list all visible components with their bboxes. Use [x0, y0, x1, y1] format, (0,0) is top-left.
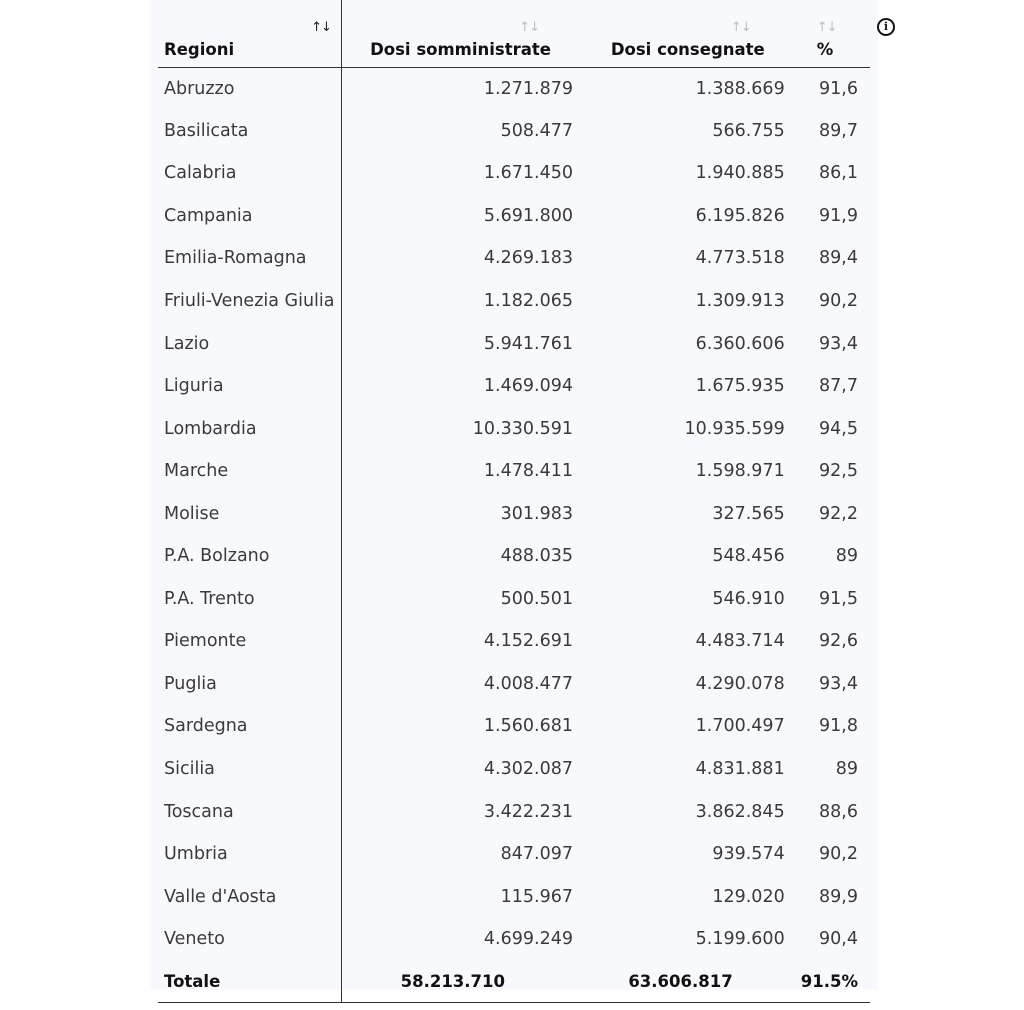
- administered-cell: 1.478.411: [483, 461, 573, 482]
- percent-cell: 88,6: [819, 801, 858, 822]
- region-cell: Liguria: [158, 365, 341, 408]
- administered-cell: 508.477: [500, 120, 573, 141]
- total-row: [158, 960, 870, 1002]
- table-row: [158, 492, 870, 535]
- region-cell: Molise: [158, 492, 341, 535]
- percent-cell: 89,9: [819, 886, 858, 907]
- delivered-cell: 6.360.606: [695, 333, 785, 354]
- region-cell: Basilicata: [158, 110, 341, 153]
- administered-cell: 5.941.761: [483, 333, 573, 354]
- total-percent: 91.5%: [795, 960, 870, 1002]
- region-cell: Calabria: [158, 152, 341, 195]
- sort-icon[interactable]: ↑↓: [730, 20, 751, 35]
- table-row: [158, 790, 870, 833]
- percent-cell: 90,2: [819, 291, 858, 311]
- percent-cell: 92,2: [819, 503, 858, 524]
- percent-cell: 93,4: [819, 333, 858, 354]
- percent-cell: 87,7: [819, 376, 858, 397]
- administered-cell: 4.269.183: [483, 248, 573, 269]
- table-row: [158, 833, 870, 876]
- header-dosi-somministrate[interactable]: [341, 0, 585, 67]
- delivered-cell: 4.483.714: [695, 631, 785, 652]
- table-row: [158, 705, 870, 748]
- delivered-cell: 1.700.497: [695, 716, 785, 737]
- region-cell: Sicilia: [158, 748, 341, 791]
- table-footer: [158, 960, 870, 1002]
- administered-cell: 1.469.094: [483, 376, 573, 397]
- region-cell: Marche: [158, 450, 341, 493]
- delivered-cell: 1.309.913: [695, 291, 785, 311]
- administered-cell: 115.967: [500, 886, 573, 907]
- administered-cell: 1.271.879: [483, 78, 573, 99]
- delivered-cell: 3.862.845: [695, 801, 785, 822]
- header-percent-label: %: [816, 39, 834, 59]
- table-row: [158, 195, 870, 238]
- header-regioni[interactable]: [158, 0, 341, 67]
- table-row: [158, 67, 870, 110]
- region-cell: Puglia: [158, 663, 341, 706]
- table-row: [158, 663, 870, 706]
- administered-cell: 500.501: [500, 588, 573, 609]
- table-body: [158, 67, 870, 960]
- delivered-cell: 4.773.518: [695, 248, 785, 269]
- percent-cell: 93,4: [819, 673, 858, 694]
- total-administered: 58.213.710: [341, 960, 585, 1002]
- header-dosi-consegnate[interactable]: [585, 0, 795, 67]
- table-row: [158, 535, 870, 578]
- percent-cell: 94,5: [819, 418, 858, 439]
- administered-cell: 4.699.249: [483, 929, 573, 950]
- header-regioni-label: Regioni: [164, 39, 235, 59]
- administered-cell: 847.097: [500, 844, 573, 865]
- region-cell: Sardegna: [158, 705, 341, 748]
- region-cell: Emilia-Romagna: [158, 237, 341, 280]
- table-row: [158, 918, 870, 961]
- header-dosi-consegnate-label: Dosi consegnate: [610, 39, 765, 59]
- table-row: [158, 578, 870, 621]
- delivered-cell: 10.935.599: [684, 418, 785, 439]
- percent-cell: 91,8: [819, 716, 858, 737]
- region-cell: P.A. Trento: [158, 578, 341, 621]
- table-row: [158, 280, 870, 323]
- delivered-cell: 4.831.881: [695, 759, 785, 780]
- region-cell: Veneto: [158, 918, 341, 961]
- percent-cell: 89,4: [819, 248, 858, 269]
- percent-cell: 92,5: [819, 461, 858, 482]
- administered-cell: 10.330.591: [472, 418, 573, 439]
- region-cell: Toscana: [158, 790, 341, 833]
- administered-cell: 4.008.477: [483, 673, 573, 694]
- total-label: Totale: [158, 960, 341, 1002]
- delivered-cell: 548.456: [712, 546, 785, 567]
- table-row: [158, 450, 870, 493]
- administered-cell: 1.671.450: [483, 163, 573, 184]
- delivered-cell: 939.574: [712, 844, 785, 865]
- region-cell: Piemonte: [158, 620, 341, 663]
- administered-cell: 3.422.231: [483, 801, 573, 822]
- region-cell: Valle d'Aosta: [158, 875, 341, 918]
- sort-icon[interactable]: ↑↓: [519, 20, 539, 35]
- delivered-cell: 566.755: [712, 120, 785, 141]
- table-row: [158, 152, 870, 195]
- percent-cell: 90,4: [819, 929, 858, 950]
- delivered-cell: 4.290.078: [695, 673, 785, 694]
- delivered-cell: 546.910: [712, 588, 785, 609]
- percent-cell: 92,6: [819, 631, 858, 652]
- administered-cell: 5.691.800: [483, 205, 573, 226]
- administered-cell: 4.302.087: [483, 759, 573, 780]
- table-header: [158, 0, 870, 67]
- table-row: [158, 407, 870, 450]
- region-cell: Lazio: [158, 322, 341, 365]
- percent-cell: 91,5: [819, 588, 858, 609]
- table-row: [158, 365, 870, 408]
- region-cell: Campania: [158, 195, 341, 238]
- percent-cell: 90,2: [819, 844, 858, 865]
- delivered-cell: 1.598.971: [695, 461, 785, 482]
- vaccine-doses-table: [158, 0, 870, 1003]
- region-cell: Abruzzo: [158, 67, 341, 110]
- delivered-cell: 1.940.885: [695, 163, 785, 184]
- table-row: [158, 322, 870, 365]
- administered-cell: 1.560.681: [483, 716, 573, 737]
- total-delivered: 63.606.817: [585, 960, 795, 1002]
- delivered-cell: 129.020: [712, 886, 785, 907]
- info-icon[interactable]: i: [877, 18, 895, 36]
- administered-cell: 1.182.065: [483, 291, 573, 311]
- percent-cell: 89: [835, 546, 858, 567]
- region-cell: Umbria: [158, 833, 341, 876]
- sort-icon[interactable]: ↑↓: [816, 20, 837, 35]
- table-row: [158, 110, 870, 153]
- delivered-cell: 1.388.669: [695, 78, 785, 99]
- percent-cell: 91,9: [819, 205, 858, 226]
- table-row: [158, 875, 870, 918]
- administered-cell: 488.035: [500, 546, 573, 567]
- table-row: [158, 237, 870, 280]
- header-percent[interactable]: [795, 0, 870, 67]
- percent-cell: 86,1: [819, 163, 858, 184]
- percent-cell: 91,6: [819, 78, 858, 99]
- region-cell: Friuli-Venezia Giulia: [158, 280, 341, 323]
- delivered-cell: 5.199.600: [695, 929, 785, 950]
- table-row: [158, 748, 870, 791]
- sort-icon[interactable]: ↑↓: [311, 20, 331, 35]
- administered-cell: 301.983: [500, 503, 573, 524]
- percent-cell: 89,7: [819, 120, 858, 141]
- header-row: [158, 0, 870, 67]
- table-row: [158, 620, 870, 663]
- delivered-cell: 6.195.826: [695, 205, 785, 226]
- administered-cell: 4.152.691: [483, 631, 573, 652]
- delivered-cell: 327.565: [712, 503, 785, 524]
- region-cell: Lombardia: [158, 407, 341, 450]
- header-dosi-somministrate-label: Dosi somministrate: [370, 39, 551, 59]
- percent-cell: 89: [835, 759, 858, 780]
- delivered-cell: 1.675.935: [695, 376, 785, 397]
- region-cell: P.A. Bolzano: [158, 535, 341, 578]
